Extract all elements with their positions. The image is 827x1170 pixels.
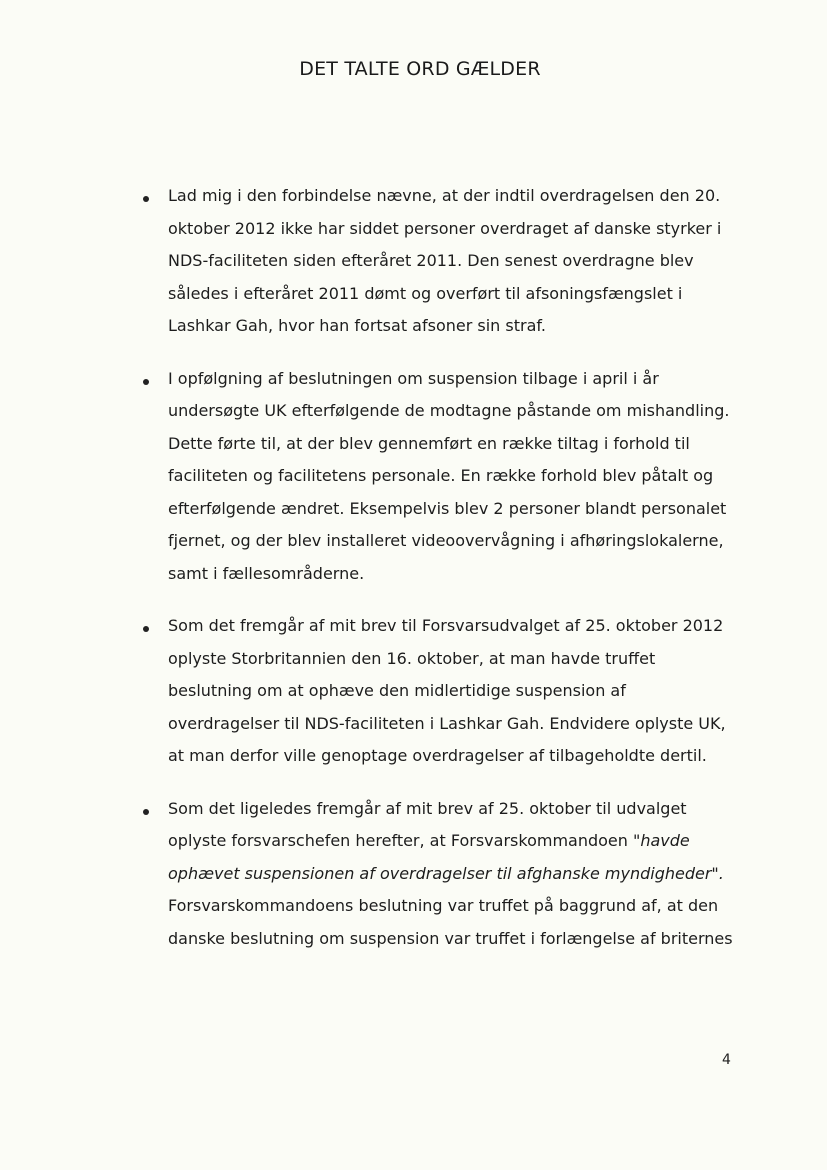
bullet-item-2 — [142, 363, 752, 591]
text-line: samt i fællesområderne. — [168, 563, 365, 583]
text-line: fjernet, og der blev installeret videoovervågning i afhøringslokalerne, — [168, 531, 724, 550]
bullet-dot-icon — [143, 196, 149, 202]
text-line: beslutning om at ophæve den midlertidige suspension af — [168, 681, 626, 700]
page-heading: DET TALTE ORD GÆLDER — [299, 58, 541, 80]
text-line: Som det ligeledes fremgår af mit brev af 25. oktober til udvalget — [168, 798, 687, 818]
text-line: I opfølgning af beslutningen om suspension tilbage i april i år — [168, 368, 659, 388]
text-line: overdragelser til NDS-faciliteten i Lashkar Gah. Endvidere oplyste UK, — [168, 713, 726, 733]
text-line — [168, 825, 752, 858]
text-line: Lad mig i den forbindelse nævne, at der indtil overdragelsen den 20. — [168, 186, 721, 205]
bullet-item-1 — [142, 180, 752, 343]
text-line: Lashkar Gah, hvor han fortsat afsoner sin straf. — [168, 316, 546, 335]
text-line: Forsvarskommandoens beslutning var truffet på baggrund af, at den — [168, 896, 719, 915]
text-line: faciliteten og facilitetens personale. En række forhold blev påtalt og — [168, 466, 714, 485]
text-line-italic: ophævet suspensionen af overdragelser til afghanske myndigheder". — [168, 863, 724, 883]
bullet-list — [142, 180, 752, 975]
quoted-text: "havde — [633, 831, 690, 850]
bullet-item-4 — [142, 793, 752, 956]
bullet-dot-icon — [143, 809, 149, 815]
bullet-dot-icon — [143, 379, 149, 385]
text-line-plain: oplyste forsvarschefen herefter, at Forsvarskommandoen — [168, 831, 628, 850]
text-line: oktober 2012 ikke har siddet personer overdraget af danske styrker i — [168, 218, 722, 238]
text-line: Som det fremgår af mit brev til Forsvarsudvalget af 25. oktober 2012 — [168, 616, 724, 635]
text-line: danske beslutning om suspension var truffet i forlængelse af briternes — [168, 928, 733, 948]
page-number: 4 — [722, 1052, 731, 1068]
text-line: undersøgte UK efterfølgende de modtagne påstande om mishandling. — [168, 401, 730, 420]
bullet-dot-icon — [143, 626, 149, 632]
text-line: Dette førte til, at der blev gennemført en række tiltag i forhold til — [168, 433, 690, 453]
text-line: således i efteråret 2011 dømt og overført til afsoningsfængslet i — [168, 283, 683, 303]
text-line: at man derfor ville genoptage overdragelser af tilbageholdte dertil. — [168, 746, 707, 765]
text-line: efterfølgende ændret. Eksempelvis blev 2 personer blandt personalet — [168, 498, 727, 518]
bullet-item-3 — [142, 610, 752, 773]
text-line: NDS-faciliteten siden efteråret 2011. Den senest overdragne blev — [168, 251, 694, 270]
text-line: oplyste Storbritannien den 16. oktober, at man havde truffet — [168, 648, 656, 668]
